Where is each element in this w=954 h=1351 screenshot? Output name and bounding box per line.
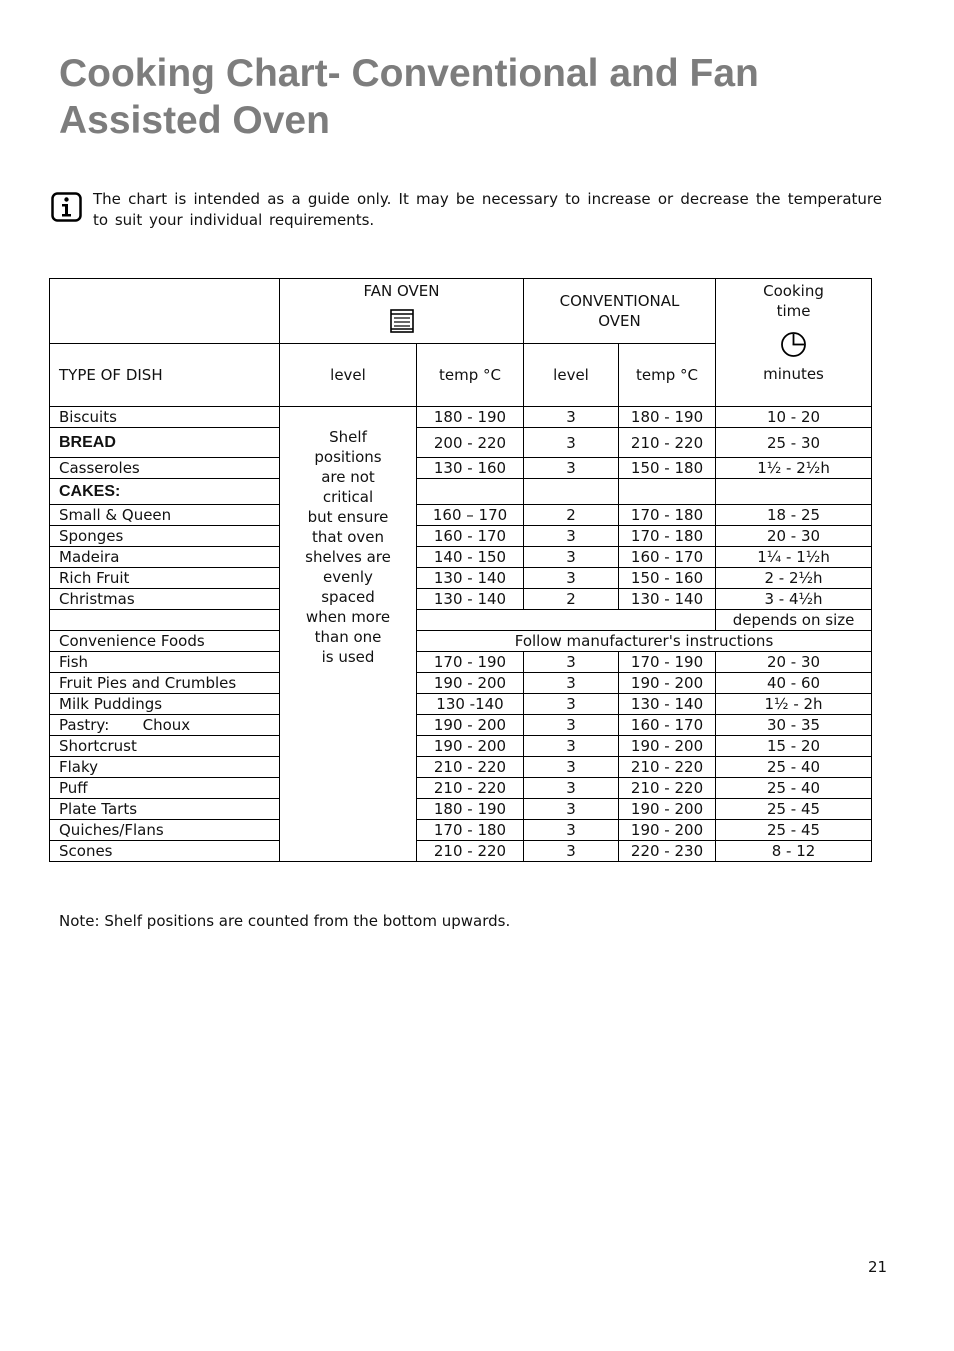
shelf-note-line: critical — [322, 488, 374, 506]
dish-name-cell: Plate Tarts — [50, 799, 280, 820]
dish-name-cell: BREAD — [50, 428, 280, 458]
cooking-time-cell: 1½ - 2½h — [716, 458, 872, 479]
info-icon — [51, 192, 82, 222]
fan-temp-cell: 210 - 220 — [417, 841, 524, 862]
conv-level-cell: 3 — [524, 568, 619, 589]
dish-name-cell: Biscuits — [50, 407, 280, 428]
dish-name-cell: Madeira — [50, 547, 280, 568]
shelf-note-line: are not — [321, 468, 375, 486]
cooking-time-cell: 25 - 30 — [716, 428, 872, 458]
conv-temp-cell: 170 - 180 — [619, 505, 716, 526]
shelf-note-line: positions — [314, 448, 382, 466]
conv-temp-cell: 160 - 170 — [619, 715, 716, 736]
fan-temp-cell: 130 -140 — [417, 694, 524, 715]
conv-level-cell — [524, 479, 619, 505]
clock-icon — [780, 331, 807, 358]
cooking-time-cell: 25 - 40 — [716, 757, 872, 778]
cooking-time-cell — [716, 479, 872, 505]
fan-temp-cell: 160 - 170 — [417, 526, 524, 547]
cooking-time-cell: 1½ - 2h — [716, 694, 872, 715]
dish-name-cell: Scones — [50, 841, 280, 862]
table-row — [50, 568, 872, 589]
conv-temp-cell: 150 - 180 — [619, 458, 716, 479]
cooking-time-cell: 18 - 25 — [716, 505, 872, 526]
shelf-position-note — [280, 407, 417, 862]
conv-level-cell: 3 — [524, 652, 619, 673]
table-row — [50, 505, 872, 526]
shelf-note-line: that oven — [311, 528, 385, 546]
conv-temp-header: temp °C — [619, 344, 716, 407]
dish-name-cell: Puff — [50, 778, 280, 799]
conv-level-cell: 3 — [524, 526, 619, 547]
cooking-time-label: Cooking time — [763, 282, 824, 320]
table-row — [50, 799, 872, 820]
fan-temp-cell: 180 - 190 — [417, 799, 524, 820]
table-row — [50, 673, 872, 694]
table-row — [50, 526, 872, 547]
fan-temp-header: temp °C — [417, 344, 524, 407]
cooking-time-cell: 15 - 20 — [716, 736, 872, 757]
fan-level-header: level — [280, 344, 417, 407]
table-row — [50, 652, 872, 673]
dish-name-cell: Rich Fruit — [50, 568, 280, 589]
dish-name-cell: Milk Puddings — [50, 694, 280, 715]
dish-name-cell: Casseroles — [50, 458, 280, 479]
table-row — [50, 428, 872, 458]
shelf-note-line: spaced — [321, 588, 375, 606]
fan-temp-cell: 190 - 200 — [417, 736, 524, 757]
table-row — [50, 458, 872, 479]
cooking-time-cell: 10 - 20 — [716, 407, 872, 428]
blank-merged-cell — [417, 610, 716, 631]
conv-temp-cell: 170 - 190 — [619, 652, 716, 673]
shelf-note-line: than one — [314, 628, 382, 646]
conv-temp-cell: 210 - 220 — [619, 778, 716, 799]
shelf-note-line: when more — [305, 608, 391, 626]
page-number: 21 — [868, 1258, 888, 1276]
conv-temp-cell: 130 - 140 — [619, 589, 716, 610]
cooking-time-cell: 3 - 4½h — [716, 589, 872, 610]
fan-temp-cell: 130 - 140 — [417, 589, 524, 610]
dish-name-cell: Sponges — [50, 526, 280, 547]
fan-oven-icon — [390, 309, 414, 333]
fan-temp-cell: 200 - 220 — [417, 428, 524, 458]
fan-temp-cell: 210 - 220 — [417, 757, 524, 778]
table-row — [50, 479, 872, 505]
cooking-time-cell: depends on size — [716, 610, 872, 631]
table-row — [50, 757, 872, 778]
fan-temp-cell: 190 - 200 — [417, 715, 524, 736]
fan-temp-cell: 190 - 200 — [417, 673, 524, 694]
minutes-label: minutes — [763, 365, 824, 383]
dish-name-cell: Quiches/Flans — [50, 820, 280, 841]
fan-temp-cell: 210 - 220 — [417, 778, 524, 799]
conv-level-cell: 2 — [524, 589, 619, 610]
footnote: Note: Shelf positions are counted from the bottom upwards. — [59, 912, 511, 930]
type-of-dish-header: TYPE OF DISH — [50, 344, 280, 407]
conv-temp-cell: 190 - 200 — [619, 820, 716, 841]
table-row — [50, 631, 872, 652]
dish-name-cell: Convenience Foods — [50, 631, 280, 652]
conventional-oven-label: CONVENTIONAL OVEN — [559, 292, 680, 330]
table-row — [50, 778, 872, 799]
conv-level-cell: 3 — [524, 715, 619, 736]
conv-level-cell: 3 — [524, 841, 619, 862]
conv-level-cell: 3 — [524, 458, 619, 479]
shelf-note-line: is used — [321, 648, 375, 666]
table-row — [50, 841, 872, 862]
cooking-time-header — [716, 279, 872, 407]
cooking-time-cell: 8 - 12 — [716, 841, 872, 862]
conv-temp-cell — [619, 479, 716, 505]
table-row — [50, 736, 872, 757]
cooking-time-cell: 40 - 60 — [716, 673, 872, 694]
cooking-chart-table — [49, 278, 872, 862]
conv-temp-cell: 210 - 220 — [619, 757, 716, 778]
table-row — [50, 610, 872, 631]
conv-level-cell: 2 — [524, 505, 619, 526]
conv-level-cell: 3 — [524, 820, 619, 841]
header-row-1 — [50, 279, 872, 344]
dish-name-cell: Shortcrust — [50, 736, 280, 757]
fan-temp-cell — [417, 479, 524, 505]
table-row — [50, 715, 872, 736]
cooking-time-cell: 2 - 2½h — [716, 568, 872, 589]
follow-instructions-cell: Follow manufacturer's instructions — [417, 631, 872, 652]
cooking-time-cell: 25 - 45 — [716, 799, 872, 820]
conv-temp-cell: 210 - 220 — [619, 428, 716, 458]
conv-level-cell: 3 — [524, 799, 619, 820]
dish-name-cell — [50, 610, 280, 631]
table-row — [50, 589, 872, 610]
header-blank-cell — [50, 279, 280, 344]
dish-name-cell: Christmas — [50, 589, 280, 610]
table-row — [50, 820, 872, 841]
conv-temp-cell: 170 - 180 — [619, 526, 716, 547]
dish-name-cell: Fish — [50, 652, 280, 673]
cooking-time-cell: 20 - 30 — [716, 526, 872, 547]
conv-temp-cell: 190 - 200 — [619, 673, 716, 694]
fan-temp-cell: 180 - 190 — [417, 407, 524, 428]
conv-temp-cell: 180 - 190 — [619, 407, 716, 428]
page-title: Cooking Chart- Conventional and Fan Assisted Oven — [59, 52, 759, 142]
shelf-note-line: but ensure — [307, 508, 389, 526]
shelf-note-line: shelves are — [305, 548, 391, 566]
cooking-time-cell: 1¼ - 1½h — [716, 547, 872, 568]
conv-temp-cell: 160 - 170 — [619, 547, 716, 568]
dish-name-cell: Pastry: Choux — [50, 715, 280, 736]
fan-temp-cell: 130 - 160 — [417, 458, 524, 479]
shelf-note-line: Shelf — [329, 428, 367, 446]
conv-temp-cell: 130 - 140 — [619, 694, 716, 715]
dish-name-cell: Flaky — [50, 757, 280, 778]
conv-level-header: level — [524, 344, 619, 407]
conv-level-cell: 3 — [524, 547, 619, 568]
conv-level-cell: 3 — [524, 694, 619, 715]
fan-temp-cell: 170 - 180 — [417, 820, 524, 841]
conv-level-cell: 3 — [524, 673, 619, 694]
conv-level-cell: 3 — [524, 757, 619, 778]
cooking-time-cell: 30 - 35 — [716, 715, 872, 736]
table-row — [50, 694, 872, 715]
fan-oven-header — [280, 279, 524, 344]
table-row — [50, 407, 872, 428]
conv-temp-cell: 220 - 230 — [619, 841, 716, 862]
shelf-note-line: evenly — [323, 568, 373, 586]
conv-temp-cell: 150 - 160 — [619, 568, 716, 589]
conv-level-cell: 3 — [524, 778, 619, 799]
conventional-oven-header — [524, 279, 716, 344]
cooking-time-cell: 25 - 45 — [716, 820, 872, 841]
conv-temp-cell: 190 - 200 — [619, 736, 716, 757]
intro-text: The chart is intended as a guide only. It may be necessary to increase or decrease the temperature to suit your individual requirements. — [93, 190, 882, 229]
fan-temp-cell: 140 - 150 — [417, 547, 524, 568]
fan-oven-label: FAN OVEN — [363, 282, 440, 300]
fan-temp-cell: 130 - 140 — [417, 568, 524, 589]
fan-temp-cell: 170 - 190 — [417, 652, 524, 673]
dish-name-cell: CAKES: — [50, 479, 280, 505]
dish-name-cell: Fruit Pies and Crumbles — [50, 673, 280, 694]
dish-name-cell: Small & Queen — [50, 505, 280, 526]
fan-temp-cell: 160 – 170 — [417, 505, 524, 526]
cooking-time-cell: 20 - 30 — [716, 652, 872, 673]
cooking-time-cell: 25 - 40 — [716, 778, 872, 799]
table-row — [50, 547, 872, 568]
conv-level-cell: 3 — [524, 736, 619, 757]
conv-temp-cell: 190 - 200 — [619, 799, 716, 820]
conv-level-cell: 3 — [524, 428, 619, 458]
conv-level-cell: 3 — [524, 407, 619, 428]
